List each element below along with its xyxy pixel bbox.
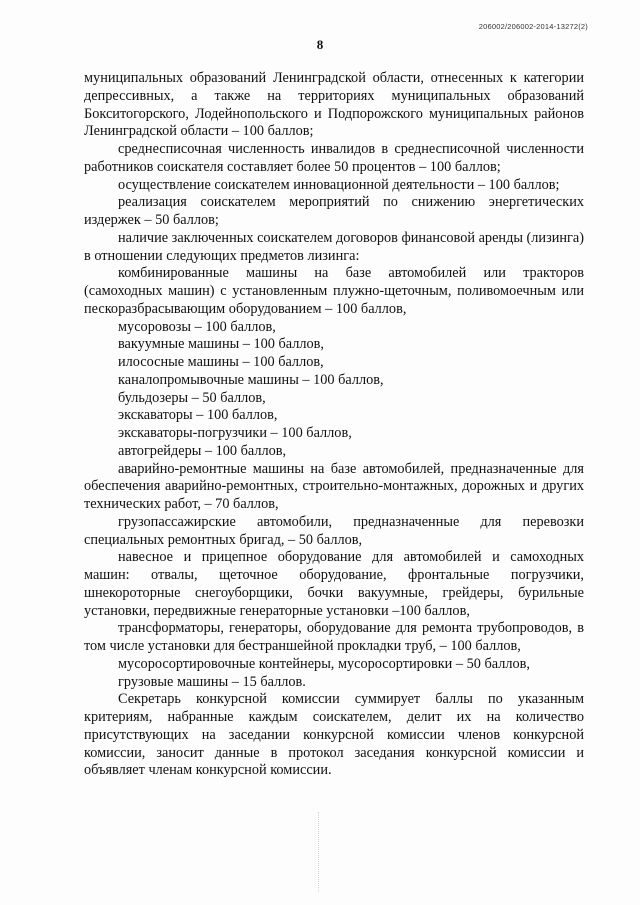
paragraph: навесное и прицепное оборудование для автомобилей и самоходных машин: отвалы, щеточное оборудование, фронтальные погрузчики, шнекороторные снегоуборщики, бочки вакуумные, грейдеры, бурильные установки, передвижные генераторные установки –100 баллов, <box>84 549 584 619</box>
list-item: бульдозеры – 50 баллов, <box>118 389 266 406</box>
page-number: 8 <box>316 37 324 52</box>
list-item: вакуумные машины – 100 баллов, <box>118 336 324 353</box>
scan-artifact <box>318 812 321 892</box>
document-body <box>84 70 584 780</box>
list-item: илососные машины – 100 баллов, <box>118 354 324 370</box>
document-id: 206002/206002-2014-13272(2) <box>478 22 588 31</box>
list-item: экскаваторы – 100 баллов, <box>118 407 278 424</box>
paragraph: аварийно-ремонтные машины на базе автомобилей, предназначенные для обеспечения аварийно-ремонтных, строительно-монтажных, дорожных и других технических работ, – 70 баллов, <box>84 460 584 512</box>
paragraph: Секретарь конкурсной комиссии суммирует баллы по указанным критериям, набранные каждым соискателем, делит их на количество присутствующих на заседании конкурсной комиссии членов конкурсной комиссии, заносит данные в протокол заседания конкурсной комиссии и объявляет членам конкурсной комиссии. <box>84 691 584 779</box>
list-item: мусоросортировочные контейнеры, мусоросортировки – 50 баллов, <box>118 655 530 672</box>
list-item: грузовые машины – 15 баллов. <box>118 673 306 690</box>
paragraph: грузопассажирские автомобили, предназначенные для перевозки специальных ремонтных бригад, – 50 баллов, <box>84 513 584 548</box>
paragraph: осуществление соискателем инновационной деятельности – 100 баллов; <box>118 176 560 193</box>
paragraph: наличие заключенных соискателем договоров финансовой аренды (лизинга) в отношении следующих предметов лизинга: <box>84 229 584 264</box>
list-item: экскаваторы-погрузчики – 100 баллов, <box>118 425 352 441</box>
list-item: мусоровозы – 100 баллов, <box>118 318 276 335</box>
paragraph: трансформаторы, генераторы, оборудование для ремонта трубопроводов, в том числе установки для бестраншейной прокладки труб, – 100 баллов, <box>84 620 584 654</box>
paragraph: среднесписочная численность инвалидов в среднесписочной численности работников соискателя составляет более 50 процентов – 100 баллов; <box>84 141 584 175</box>
list-item: автогрейдеры – 100 баллов, <box>118 442 287 459</box>
paragraph: комбинированные машины на базе автомобилей или тракторов (самоходных машин) с установленным плужно-щеточным, поливомоечным или пескоразбрасывающим оборудованием – 100 баллов, <box>84 265 584 317</box>
list-item: каналопромывочные машины – 100 баллов, <box>118 371 384 388</box>
paragraph: муниципальных образований Ленинградской области, отнесенных к категории депрессивных, а также на территориях муниципальных образований Бокситогорского, Лодейнопольского и Подпорожского муниципальных районов Ленинградской области – 100 баллов; <box>84 70 584 140</box>
paragraph: реализация соискателем мероприятий по снижению энергетических издержек – 50 баллов; <box>84 194 584 228</box>
